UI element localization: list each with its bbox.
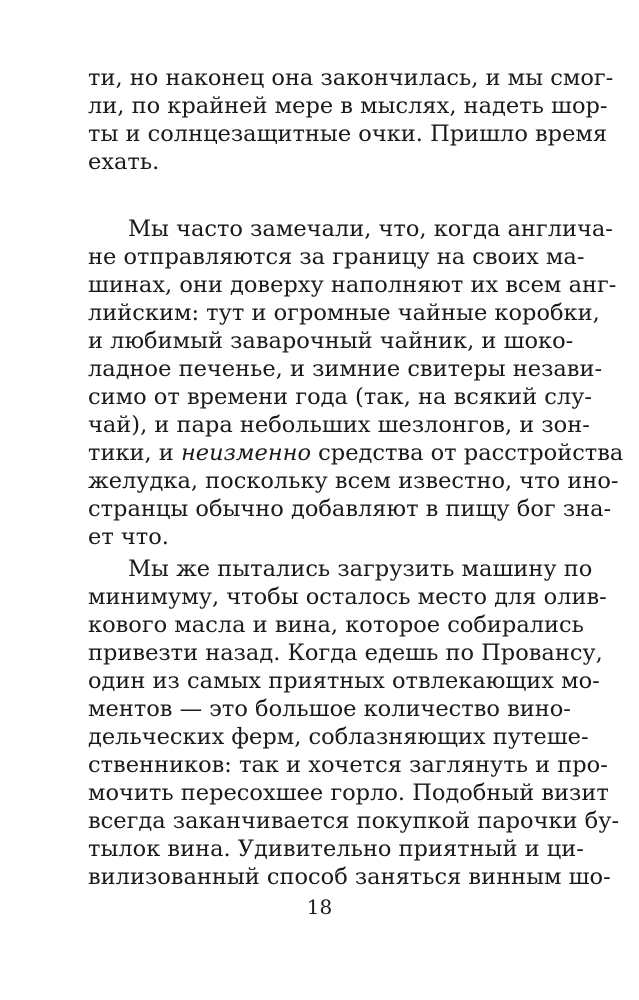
text-line: странцы обычно добавляют в пищу бог зна-: [88, 496, 612, 523]
text-line: ладное печенье, и зимние свитеры незави-: [88, 356, 603, 383]
page-number: 18: [306, 895, 333, 919]
text-line: ственников: так и хочется заглянуть и про-: [88, 751, 608, 778]
text-line: ментов — это большое количество вино-: [88, 695, 571, 722]
text-line: симо от времени года (так, на всякий слу-: [88, 384, 593, 411]
text-line: тылок вина. Удивительно приятный и ци-: [88, 835, 584, 862]
text-line: не отправляются за границу на своих ма-: [88, 244, 585, 271]
text-segment: тики, и: [88, 440, 181, 467]
text-line: Мы часто замечали, что, когда англича-: [128, 216, 613, 243]
text-line: минимуму, чтобы осталось место для олив-: [88, 583, 607, 610]
text-line: Мы же пытались загрузить машину по: [128, 555, 593, 582]
text-line: ет что.: [88, 524, 169, 551]
text-line: шинах, они доверху наполняют их всем анг-: [88, 272, 617, 299]
text-line: ехать.: [88, 149, 160, 176]
text-line: ли, по крайней мере в мыслях, надеть шор-: [88, 93, 608, 120]
text-line: один из самых приятных отвлекающих мо-: [88, 667, 600, 694]
text-line: дельческих ферм, соблазняющих путеше-: [88, 723, 589, 750]
emphasized-word: неизменно: [180, 440, 312, 467]
text-line: ты и солнцезащитные очки. Пришло время: [88, 121, 608, 148]
text-line: чай), и пара небольших шезлонгов, и зон-: [88, 412, 590, 439]
text-line: желудка, поскольку всем известно, что ино-: [88, 468, 619, 495]
text-line: всегда заканчивается покупкой парочки бу-: [88, 807, 620, 834]
text-line: вилизованный способ заняться винным шо-: [88, 864, 611, 890]
text-segment: средства от расстройства: [311, 440, 624, 467]
text-line: привезти назад. Когда едешь по Провансу,: [88, 639, 603, 666]
text-line: ти, но наконец она закончилась, и мы смог-: [88, 65, 614, 92]
text-line: кового масла и вина, которое собирались: [88, 611, 584, 638]
text-line: мочить пересохшее горло. Подобный визит: [88, 779, 609, 806]
text-line: и любимый заварочный чайник, и шоко-: [88, 328, 574, 355]
text-line: лийским: тут и огромные чайные коробки,: [88, 300, 600, 327]
text-line-with-emphasis: [88, 438, 624, 468]
